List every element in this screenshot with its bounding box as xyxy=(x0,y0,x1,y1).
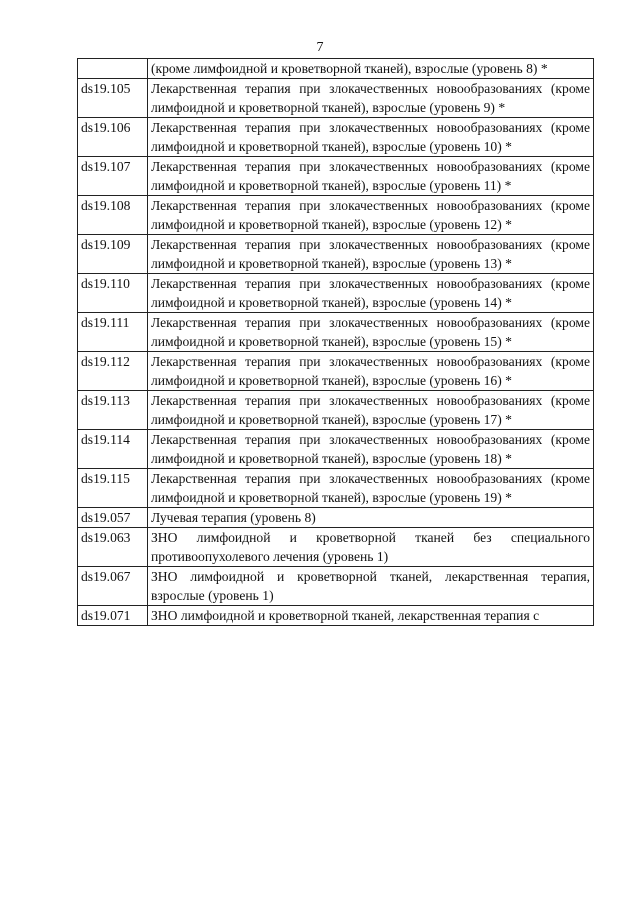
table-row xyxy=(78,469,594,508)
row-description: Лекарственная терапия при злокачественных новообразованиях (кроме лимфоидной и кроветворной тканей), взрослые (уровень 13) * xyxy=(148,235,594,274)
row-code: ds19.113 xyxy=(78,391,148,430)
row-description: Лекарственная терапия при злокачественных новообразованиях (кроме лимфоидной и кроветворной тканей), взрослые (уровень 9) * xyxy=(148,79,594,118)
row-description: Лекарственная терапия при злокачественных новообразованиях (кроме лимфоидной и кроветворной тканей), взрослые (уровень 16) * xyxy=(148,352,594,391)
row-code: ds19.110 xyxy=(78,274,148,313)
row-description: Лекарственная терапия при злокачественных новообразованиях (кроме лимфоидной и кроветворной тканей), взрослые (уровень 11) * xyxy=(148,157,594,196)
table-row xyxy=(78,196,594,235)
row-description: Лекарственная терапия при злокачественных новообразованиях (кроме лимфоидной и кроветворной тканей), взрослые (уровень 10) * xyxy=(148,118,594,157)
table-row xyxy=(78,118,594,157)
table-row xyxy=(78,352,594,391)
table-row xyxy=(78,235,594,274)
row-description: Лекарственная терапия при злокачественных новообразованиях (кроме лимфоидной и кроветворной тканей), взрослые (уровень 12) * xyxy=(148,196,594,235)
row-code: ds19.114 xyxy=(78,430,148,469)
table-row xyxy=(78,157,594,196)
table-row xyxy=(78,528,594,567)
row-code: ds19.071 xyxy=(78,606,148,626)
row-description: ЗНО лимфоидной и кроветворной тканей, лекарственная терапия с xyxy=(148,606,594,626)
row-code: ds19.106 xyxy=(78,118,148,157)
row-description: Лучевая терапия (уровень 8) xyxy=(148,508,594,528)
row-code: ds19.109 xyxy=(78,235,148,274)
row-code: ds19.063 xyxy=(78,528,148,567)
table-row xyxy=(78,313,594,352)
row-description: Лекарственная терапия при злокачественных новообразованиях (кроме лимфоидной и кроветворной тканей), взрослые (уровень 19) * xyxy=(148,469,594,508)
table-row xyxy=(78,274,594,313)
table-row xyxy=(78,508,594,528)
row-code: ds19.067 xyxy=(78,567,148,606)
row-code: ds19.112 xyxy=(78,352,148,391)
table-row xyxy=(78,59,594,79)
row-code: ds19.107 xyxy=(78,157,148,196)
row-code: ds19.057 xyxy=(78,508,148,528)
row-code: ds19.115 xyxy=(78,469,148,508)
row-description: Лекарственная терапия при злокачественных новообразованиях (кроме лимфоидной и кроветворной тканей), взрослые (уровень 14) * xyxy=(148,274,594,313)
row-code xyxy=(78,59,148,79)
row-code: ds19.105 xyxy=(78,79,148,118)
row-description: ЗНО лимфоидной и кроветворной тканей, лекарственная терапия, взрослые (уровень 1) xyxy=(148,567,594,606)
tariff-codes-table xyxy=(77,58,594,626)
table-row xyxy=(78,391,594,430)
row-code: ds19.108 xyxy=(78,196,148,235)
table-row xyxy=(78,430,594,469)
row-description: Лекарственная терапия при злокачественных новообразованиях (кроме лимфоидной и кроветворной тканей), взрослые (уровень 17) * xyxy=(148,391,594,430)
table-row xyxy=(78,567,594,606)
row-code: ds19.111 xyxy=(78,313,148,352)
row-description: Лекарственная терапия при злокачественных новообразованиях (кроме лимфоидной и кроветворной тканей), взрослые (уровень 18) * xyxy=(148,430,594,469)
table-row xyxy=(78,606,594,626)
page-number: 7 xyxy=(316,40,324,55)
table-row xyxy=(78,79,594,118)
row-description: ЗНО лимфоидной и кроветворной тканей без специального противоопухолевого лечения (уровень 1) xyxy=(148,528,594,567)
row-description: Лекарственная терапия при злокачественных новообразованиях (кроме лимфоидной и кроветворной тканей), взрослые (уровень 15) * xyxy=(148,313,594,352)
row-description: (кроме лимфоидной и кроветворной тканей), взрослые (уровень 8) * xyxy=(148,59,594,79)
